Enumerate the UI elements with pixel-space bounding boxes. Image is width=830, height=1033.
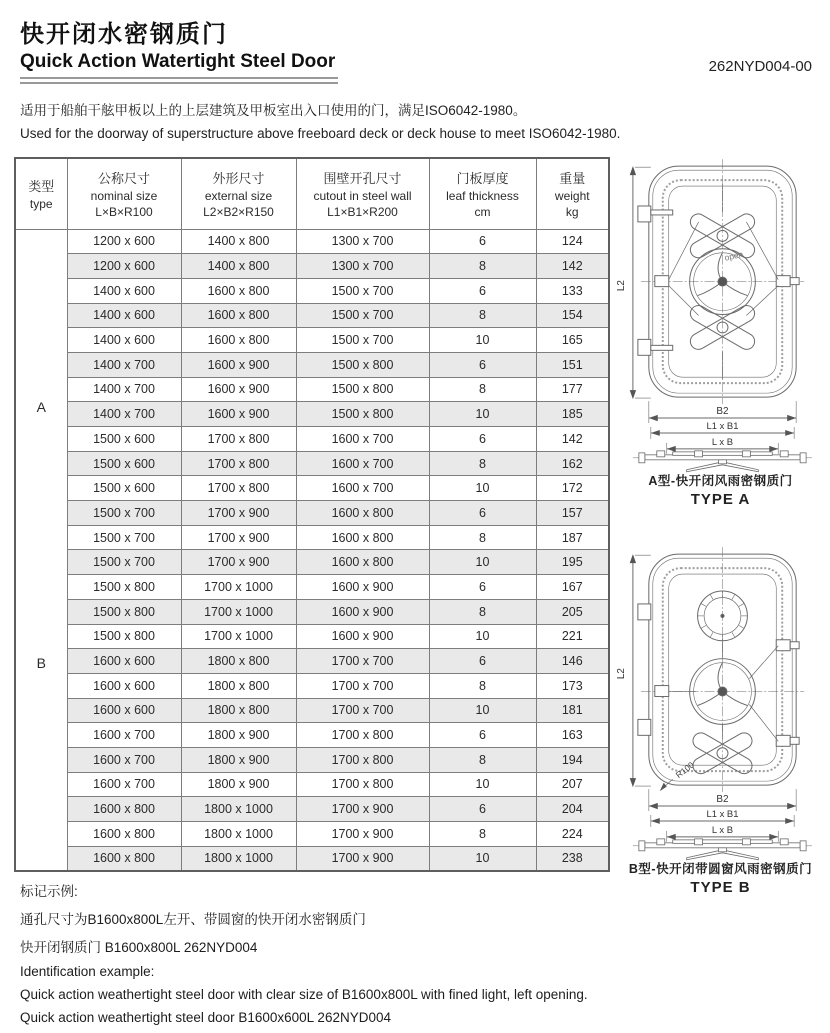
table-cell: 1600 x 800 bbox=[67, 797, 181, 822]
table-cell: 1300 x 700 bbox=[296, 254, 429, 279]
table-cell: 6 bbox=[429, 229, 536, 254]
col-header-type bbox=[15, 158, 67, 229]
table-cell: 10 bbox=[429, 772, 536, 797]
table-cell: 6 bbox=[429, 427, 536, 452]
table-cell: 1600 x 700 bbox=[296, 451, 429, 476]
identification-example bbox=[20, 880, 820, 1033]
table-row bbox=[15, 797, 609, 822]
table-row bbox=[15, 723, 609, 748]
table-cell: 1500 x 600 bbox=[67, 451, 181, 476]
table-cell: 185 bbox=[536, 402, 609, 427]
table-cell: 1600 x 900 bbox=[296, 575, 429, 600]
table-cell: 1800 x 900 bbox=[181, 772, 296, 797]
table-cell: 1700 x 800 bbox=[296, 772, 429, 797]
header bbox=[20, 14, 812, 141]
table-cell: 177 bbox=[536, 377, 609, 402]
table-cell: 1300 x 700 bbox=[296, 229, 429, 254]
table-cell: 6 bbox=[429, 575, 536, 600]
table-cell: 157 bbox=[536, 501, 609, 526]
table-cell: 1600 x 700 bbox=[67, 747, 181, 772]
col-nominal-sub: L×B×R100 bbox=[95, 205, 153, 220]
table-cell: 1400 x 800 bbox=[181, 254, 296, 279]
table-row bbox=[15, 698, 609, 723]
table-cell: 142 bbox=[536, 254, 609, 279]
col-header-cutout bbox=[296, 158, 429, 229]
table-cell: 1800 x 1000 bbox=[181, 822, 296, 847]
table-cell: 1600 x 600 bbox=[67, 673, 181, 698]
table-cell: 1600 x 700 bbox=[67, 723, 181, 748]
table-cell: 1700 x 700 bbox=[296, 649, 429, 674]
table-cell: 124 bbox=[536, 229, 609, 254]
table-row bbox=[15, 303, 609, 328]
table-cell: 172 bbox=[536, 476, 609, 501]
table-cell: 8 bbox=[429, 377, 536, 402]
table-cell: 173 bbox=[536, 673, 609, 698]
table-cell: 181 bbox=[536, 698, 609, 723]
table-row bbox=[15, 575, 609, 600]
table-cell: 194 bbox=[536, 747, 609, 772]
table-cell: 204 bbox=[536, 797, 609, 822]
table-cell: 1500 x 800 bbox=[296, 377, 429, 402]
table-cell: 8 bbox=[429, 747, 536, 772]
table-row bbox=[15, 254, 609, 279]
dim-label-l1b1-b: L1 x B1 bbox=[706, 808, 739, 820]
table-row bbox=[15, 328, 609, 353]
table-cell: 207 bbox=[536, 772, 609, 797]
table-cell: 1500 x 800 bbox=[67, 624, 181, 649]
table-row bbox=[15, 822, 609, 847]
hinge-bottom bbox=[638, 339, 651, 355]
table-cell: 10 bbox=[429, 624, 536, 649]
dim-label-l2-a: L2 bbox=[615, 280, 627, 292]
table-cell: 1700 x 900 bbox=[296, 822, 429, 847]
table-cell: 1800 x 800 bbox=[181, 673, 296, 698]
table-cell: 1500 x 700 bbox=[67, 550, 181, 575]
table-row bbox=[15, 352, 609, 377]
type-b-figure bbox=[611, 544, 830, 896]
table-cell: 1500 x 800 bbox=[296, 352, 429, 377]
table-cell: 1600 x 800 bbox=[181, 278, 296, 303]
table-cell: 1600 x 800 bbox=[296, 525, 429, 550]
table-row bbox=[15, 624, 609, 649]
table-cell: 1400 x 700 bbox=[67, 402, 181, 427]
table-cell: 1600 x 800 bbox=[296, 501, 429, 526]
table-cell: 8 bbox=[429, 822, 536, 847]
table-cell: 1200 x 600 bbox=[67, 254, 181, 279]
table-row bbox=[15, 451, 609, 476]
table-cell: 142 bbox=[536, 427, 609, 452]
table-cell: 1400 x 600 bbox=[67, 328, 181, 353]
table-cell: 1700 x 900 bbox=[181, 501, 296, 526]
hinge-top bbox=[638, 206, 651, 222]
radius-label: R100 bbox=[673, 759, 696, 780]
col-header-leaf-thickness bbox=[429, 158, 536, 229]
section-view bbox=[633, 451, 812, 472]
table-cell: 6 bbox=[429, 278, 536, 303]
table-cell: 8 bbox=[429, 303, 536, 328]
table-cell: 1600 x 800 bbox=[181, 328, 296, 353]
table-cell: 1600 x 900 bbox=[296, 624, 429, 649]
type-a-caption bbox=[611, 471, 830, 508]
table-cell: 1700 x 700 bbox=[296, 673, 429, 698]
col-cutout-zh: 围壁开孔尺寸 bbox=[323, 171, 402, 187]
table-cell: 1400 x 600 bbox=[67, 278, 181, 303]
table-cell: 221 bbox=[536, 624, 609, 649]
table-row bbox=[15, 550, 609, 575]
type-a-figure bbox=[611, 156, 830, 508]
table-cell: 1700 x 800 bbox=[181, 476, 296, 501]
table-cell: 1400 x 800 bbox=[181, 229, 296, 254]
type-b-door-drawing bbox=[611, 544, 830, 855]
col-weight-zh: 重量 bbox=[559, 171, 586, 187]
doc-number: 262NYD004-00 bbox=[708, 58, 812, 75]
col-external-zh: 外形尺寸 bbox=[212, 171, 265, 187]
example-line1-en: Quick action weathertight steel door with clear size of B1600x800L with fined light, left opening. bbox=[20, 987, 588, 1002]
table-cell: 1500 x 600 bbox=[67, 476, 181, 501]
type-a-caption-zh: A型-快开闭风雨密钢质门 bbox=[648, 474, 793, 488]
col-external-en: external size bbox=[204, 189, 273, 204]
col-weight-en: weight bbox=[554, 189, 590, 204]
table-cell: 151 bbox=[536, 352, 609, 377]
col-thickness-en: leaf thickness bbox=[446, 189, 519, 204]
table-cell: 1400 x 600 bbox=[67, 303, 181, 328]
table-cell: 6 bbox=[429, 501, 536, 526]
spec-table-body bbox=[15, 229, 609, 871]
table-cell: 1700 x 800 bbox=[181, 451, 296, 476]
example-label-en: Identification example: bbox=[20, 964, 155, 979]
col-cutout-en: cutout in steel wall bbox=[313, 189, 412, 204]
type-b-caption-zh: B型-快开闭带圆窗风雨密钢质门 bbox=[628, 862, 813, 876]
table-cell: 205 bbox=[536, 599, 609, 624]
table-cell: 1600 x 700 bbox=[67, 772, 181, 797]
table-cell: 1600 x 700 bbox=[296, 476, 429, 501]
table-cell: 8 bbox=[429, 525, 536, 550]
table-cell: 1700 x 900 bbox=[181, 525, 296, 550]
hinge-top bbox=[638, 604, 651, 620]
type-label-b: B bbox=[36, 655, 46, 672]
table-row bbox=[15, 377, 609, 402]
table-row bbox=[15, 772, 609, 797]
table-cell: 1600 x 900 bbox=[181, 377, 296, 402]
example-line1-zh: 通孔尺寸为B1600x800L左开、带圆窗的快开闭水密钢质门 bbox=[20, 912, 366, 927]
col-cutout-sub: L1×B1×R200 bbox=[327, 205, 398, 220]
table-cell: 1700 x 700 bbox=[296, 698, 429, 723]
spec-table bbox=[14, 157, 610, 872]
table-cell: 1600 x 900 bbox=[181, 402, 296, 427]
table-cell: 1500 x 800 bbox=[67, 599, 181, 624]
table-cell: 224 bbox=[536, 822, 609, 847]
table-cell: 10 bbox=[429, 698, 536, 723]
col-nominal-zh: 公称尺寸 bbox=[97, 171, 150, 187]
table-cell: 8 bbox=[429, 599, 536, 624]
table-cell: 10 bbox=[429, 476, 536, 501]
table-cell: 1700 x 1000 bbox=[181, 599, 296, 624]
section-view bbox=[633, 839, 812, 860]
table-cell: 1500 x 800 bbox=[296, 402, 429, 427]
table-row bbox=[15, 846, 609, 871]
table-cell: 1500 x 700 bbox=[296, 303, 429, 328]
col-thickness-sub: cm bbox=[474, 205, 491, 220]
table-cell: 1500 x 700 bbox=[67, 501, 181, 526]
table-cell: 133 bbox=[536, 278, 609, 303]
type-label-a: A bbox=[36, 399, 46, 416]
table-cell: 1600 x 700 bbox=[296, 427, 429, 452]
table-row bbox=[15, 673, 609, 698]
drawings-panel bbox=[611, 156, 830, 932]
type-a-door-drawing bbox=[611, 156, 830, 467]
table-cell: 1500 x 700 bbox=[296, 328, 429, 353]
table-cell: 1400 x 700 bbox=[67, 352, 181, 377]
dim-label-lb-b: L x B bbox=[711, 824, 734, 836]
col-header-nominal-size bbox=[67, 158, 181, 229]
table-cell: 1500 x 600 bbox=[67, 427, 181, 452]
table-row bbox=[15, 427, 609, 452]
table-cell: 8 bbox=[429, 254, 536, 279]
col-external-sub: L2×B2×R150 bbox=[203, 205, 274, 220]
col-thickness-zh: 门板厚度 bbox=[456, 171, 509, 187]
table-cell: 1400 x 700 bbox=[67, 377, 181, 402]
description-en: Used for the doorway of superstructure above freeboard deck or deck house to meet ISO6042-1980. bbox=[20, 126, 621, 141]
table-cell: 6 bbox=[429, 352, 536, 377]
table-row bbox=[15, 476, 609, 501]
table-cell: 1600 x 800 bbox=[181, 303, 296, 328]
table-cell: 1800 x 900 bbox=[181, 723, 296, 748]
table-cell: 6 bbox=[429, 723, 536, 748]
table-cell: 154 bbox=[536, 303, 609, 328]
table-cell: 195 bbox=[536, 550, 609, 575]
table-cell: 1800 x 1000 bbox=[181, 846, 296, 871]
table-row bbox=[15, 525, 609, 550]
table-cell: 1600 x 900 bbox=[296, 599, 429, 624]
table-cell: 187 bbox=[536, 525, 609, 550]
table-cell: 1600 x 600 bbox=[67, 649, 181, 674]
table-cell: 1700 x 800 bbox=[296, 747, 429, 772]
type-b-caption-en: TYPE B bbox=[690, 879, 751, 896]
open-label: open bbox=[723, 248, 745, 263]
table-cell: 1800 x 1000 bbox=[181, 797, 296, 822]
table-cell: 1700 x 800 bbox=[296, 723, 429, 748]
col-weight-sub: kg bbox=[565, 205, 579, 220]
page-title-en: Quick Action Watertight Steel Door bbox=[20, 51, 336, 72]
table-cell: 238 bbox=[536, 846, 609, 871]
table-cell: 1800 x 800 bbox=[181, 649, 296, 674]
col-type-en: type bbox=[29, 197, 53, 212]
table-cell: 1200 x 600 bbox=[67, 229, 181, 254]
table-row bbox=[15, 501, 609, 526]
table-cell: 8 bbox=[429, 673, 536, 698]
table-cell: 1500 x 700 bbox=[296, 278, 429, 303]
title-divider bbox=[20, 77, 338, 84]
table-cell: 162 bbox=[536, 451, 609, 476]
table-cell: 8 bbox=[429, 451, 536, 476]
page-title-zh: 快开闭水密钢质门 bbox=[20, 21, 228, 48]
table-cell: 1700 x 900 bbox=[296, 797, 429, 822]
table-cell: 165 bbox=[536, 328, 609, 353]
type-a-caption-en: TYPE A bbox=[690, 491, 751, 508]
col-header-external-size bbox=[181, 158, 296, 229]
table-cell: 10 bbox=[429, 846, 536, 871]
table-cell: 167 bbox=[536, 575, 609, 600]
hinge-bottom bbox=[638, 719, 651, 735]
table-cell: 146 bbox=[536, 649, 609, 674]
table-cell: 10 bbox=[429, 550, 536, 575]
example-label-zh: 标记示例: bbox=[20, 884, 78, 899]
table-row bbox=[15, 747, 609, 772]
table-cell: 1500 x 800 bbox=[67, 575, 181, 600]
table-cell: 10 bbox=[429, 402, 536, 427]
table-cell: 1800 x 800 bbox=[181, 698, 296, 723]
table-cell: 1600 x 900 bbox=[181, 352, 296, 377]
table-row bbox=[15, 649, 609, 674]
table-cell: 1600 x 800 bbox=[67, 822, 181, 847]
example-line2-zh: 快开闭钢质门 B1600x800L 262NYD004 bbox=[20, 940, 258, 955]
table-row bbox=[15, 599, 609, 624]
dim-label-b2-a: B2 bbox=[716, 406, 729, 418]
spec-table-head bbox=[15, 158, 609, 229]
table-cell: 1500 x 700 bbox=[67, 525, 181, 550]
table-cell: 1600 x 800 bbox=[67, 846, 181, 871]
table-cell: 10 bbox=[429, 328, 536, 353]
dim-label-l2-b: L2 bbox=[615, 668, 627, 680]
table-row bbox=[15, 402, 609, 427]
table-cell: 1800 x 900 bbox=[181, 747, 296, 772]
table-cell: 1700 x 1000 bbox=[181, 624, 296, 649]
col-type-zh: 类型 bbox=[28, 179, 55, 195]
table-cell: 1600 x 800 bbox=[296, 550, 429, 575]
table-cell: 1700 x 900 bbox=[181, 550, 296, 575]
example-line2-en: Quick action weathertight steel door B1600x600L 262NYD004 bbox=[20, 1010, 391, 1025]
table-cell: 163 bbox=[536, 723, 609, 748]
dim-label-l1b1-a: L1 x B1 bbox=[706, 420, 739, 432]
type-cell bbox=[15, 229, 67, 871]
table-cell: 6 bbox=[429, 649, 536, 674]
description-zh: 适用于船舶干舷甲板以上的上层建筑及甲板室出入口使用的门，满足ISO6042-1980。 bbox=[20, 103, 527, 118]
table-cell: 1700 x 1000 bbox=[181, 575, 296, 600]
table-row bbox=[15, 278, 609, 303]
table-cell: 1700 x 900 bbox=[296, 846, 429, 871]
table-cell: 6 bbox=[429, 797, 536, 822]
dim-label-b2-b: B2 bbox=[716, 794, 729, 806]
table-cell: 1700 x 800 bbox=[181, 427, 296, 452]
col-header-weight bbox=[536, 158, 609, 229]
table-row bbox=[15, 229, 609, 254]
table-cell: 1600 x 600 bbox=[67, 698, 181, 723]
dim-label-lb-a: L x B bbox=[711, 436, 734, 448]
col-nominal-en: nominal size bbox=[90, 189, 158, 204]
header-row bbox=[15, 158, 609, 229]
